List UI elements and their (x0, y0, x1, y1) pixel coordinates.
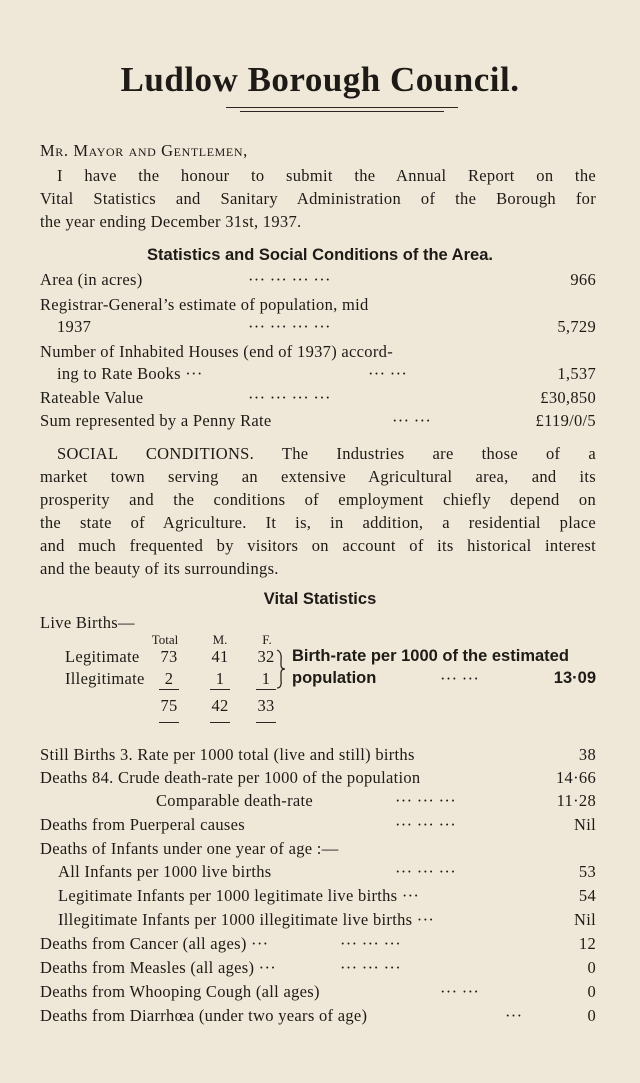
stat-value: 966 (570, 270, 596, 289)
births-cell: 1 (261, 669, 271, 688)
mortality-label: Legitimate Infants per 1000 legitimate live births ··· (58, 886, 420, 905)
mortality-value: 0 (587, 982, 596, 1001)
intro-line: I have the honour to submit the Annual Report on the (57, 166, 596, 185)
title-rule-lower (240, 111, 444, 112)
births-header-total: Total (151, 632, 179, 647)
stat-dots: ··· ··· (368, 364, 408, 383)
stat-label: Area (in acres) (40, 270, 143, 289)
mortality-dots: ··· ··· ··· (395, 791, 457, 810)
intro-line: the year ending December 31st, 1937. (40, 212, 302, 231)
stat-label-cont: 1937 (57, 317, 92, 336)
births-total: 75 (160, 696, 178, 715)
births-cell: 41 (211, 647, 229, 666)
vital-heading: Vital Statistics (263, 590, 377, 608)
stat-dots: ··· ··· ··· ··· (248, 388, 331, 407)
births-cell: 1 (215, 669, 225, 688)
stat-label: Registrar-General’s estimate of population, mid (40, 295, 369, 314)
stat-value: 1,537 (557, 364, 596, 383)
mortality-value: 0 (587, 958, 596, 977)
mortality-dots: ··· ··· ··· (395, 862, 457, 881)
mortality-value: 14·66 (556, 768, 596, 787)
intro-line: Vital Statistics and Sanitary Administration of the Borough for (40, 189, 596, 208)
mortality-value: 11·28 (556, 791, 596, 810)
mortality-label: All Infants per 1000 live births (58, 862, 272, 881)
social-line: SOCIAL CONDITIONS. The Industries are those of a (57, 444, 596, 463)
mortality-label: Deaths from Measles (all ages) ··· (40, 958, 277, 977)
conditions-heading: Statistics and Social Conditions of the Area. (147, 246, 493, 264)
births-row-label: Illegitimate (65, 669, 145, 688)
mortality-value: Nil (574, 815, 596, 834)
mortality-label: Deaths of Infants under one year of age :— (40, 839, 339, 858)
mortality-label: Deaths from Whooping Cough (all ages) (40, 982, 320, 1001)
total-rule (159, 689, 179, 690)
mortality-dots: ··· ··· ··· (395, 815, 457, 834)
social-line: market town serving an extensive Agricultural area, and its (40, 467, 596, 486)
births-cell: 2 (164, 669, 174, 688)
social-line: the state of Agriculture. It is, in addition, a residential place (40, 513, 596, 532)
mortality-label: Comparable death-rate (156, 791, 314, 810)
mortality-dots: ··· (505, 1006, 523, 1025)
mortality-value: 53 (578, 862, 596, 881)
birth-rate-dots: ··· ··· (440, 669, 480, 688)
mortality-value: 38 (578, 745, 596, 764)
live-births-label: Live Births— (40, 613, 135, 632)
mortality-dots: ··· ··· (440, 982, 480, 1001)
stat-label: Number of Inhabited Houses (end of 1937) accord- (40, 342, 393, 361)
births-row-label: Legitimate (65, 647, 140, 666)
mortality-label: Deaths 84. Crude death-rate per 1000 of the population (40, 768, 421, 787)
births-cell: 73 (160, 647, 178, 666)
total-rule (256, 689, 276, 690)
stat-dots: ··· ··· ··· ··· (248, 317, 331, 336)
mortality-value: 54 (578, 886, 596, 905)
stat-label: Sum represented by a Penny Rate (40, 411, 272, 430)
birth-rate-label-cont: population (292, 669, 377, 687)
mortality-value: 0 (587, 1006, 596, 1025)
mortality-label: Still Births 3. Rate per 1000 total (live and still) births (40, 745, 415, 764)
total-rule (159, 722, 179, 723)
births-header-m: M. (212, 632, 228, 647)
total-rule (256, 722, 276, 723)
page-title: Ludlow Borough Council. (120, 60, 520, 99)
mortality-dots: ··· ··· ··· (340, 934, 402, 953)
birth-rate-value: 13·09 (553, 669, 596, 687)
total-rule (210, 722, 230, 723)
total-rule (210, 689, 230, 690)
mortality-label: Deaths from Puerperal causes (40, 815, 245, 834)
stat-label: Rateable Value (40, 388, 144, 407)
mortality-label: Deaths from Diarrhœa (under two years of age) (40, 1006, 368, 1025)
social-line: and the beauty of its surroundings. (40, 559, 279, 578)
stat-dots: ··· ··· ··· ··· (248, 270, 331, 289)
mortality-value: Nil (574, 910, 596, 929)
stat-dots: ··· ··· (392, 411, 432, 430)
births-total: 42 (211, 696, 229, 715)
mortality-value: 12 (578, 934, 596, 953)
mortality-dots: ··· ··· ··· (340, 958, 402, 977)
salutation: Mr. Mayor and Gentlemen, (40, 141, 248, 160)
mortality-label: Illegitimate Infants per 1000 illegitimate live births ··· (58, 910, 435, 929)
births-total: 33 (257, 696, 275, 715)
births-header-f: F. (262, 632, 272, 647)
social-line: prosperity and the conditions of employment chiefly depend on (40, 490, 596, 509)
mortality-label: Deaths from Cancer (all ages) ··· (40, 934, 269, 953)
social-line: and much frequented by visitors on account of its historical interest (40, 536, 596, 555)
births-cell: 32 (257, 647, 275, 666)
birth-rate-label: Birth-rate per 1000 of the estimated (292, 647, 569, 665)
stat-value: £30,850 (540, 388, 596, 407)
brace (275, 648, 287, 690)
stat-value: £119/0/5 (535, 411, 596, 430)
title-rule (226, 107, 458, 108)
stat-value: 5,729 (557, 317, 596, 336)
stat-label-cont: ing to Rate Books ··· (57, 364, 203, 383)
